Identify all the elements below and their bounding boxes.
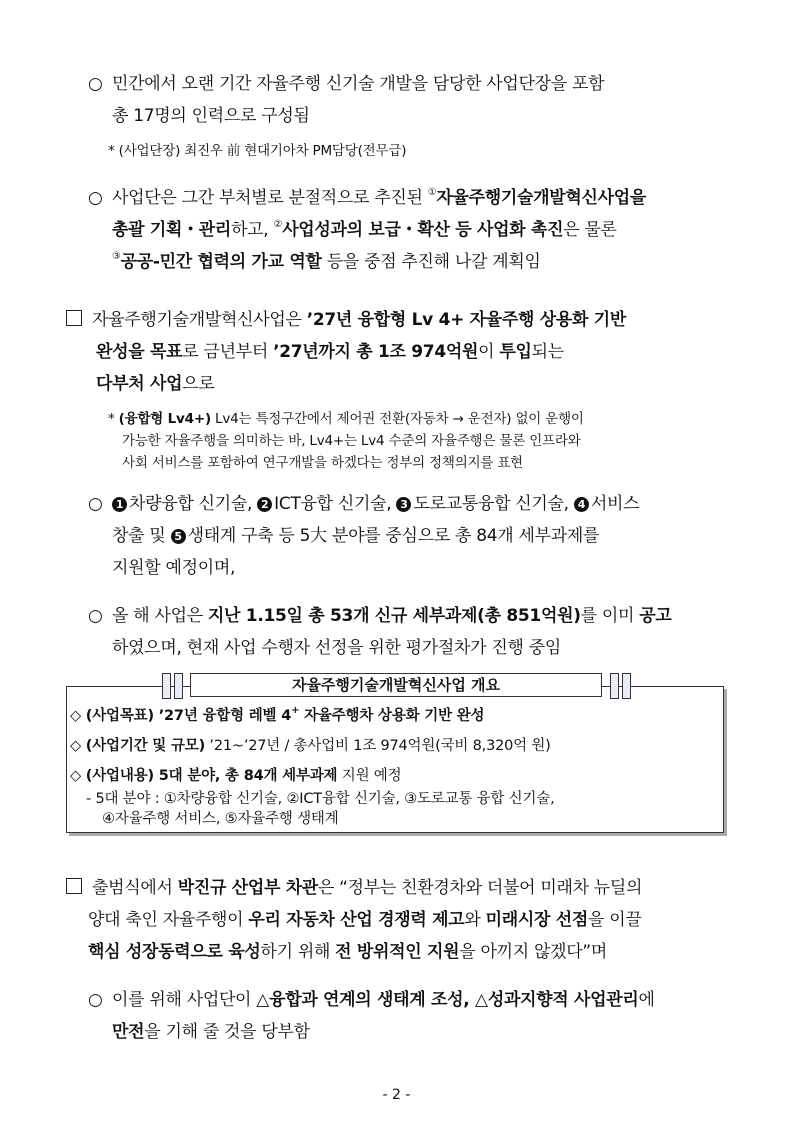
s1-text: 로 금년부터 bbox=[182, 342, 274, 362]
s2-text: 은 “정부는 친환경차와 더불어 미래차 뉴딜의 bbox=[317, 878, 643, 898]
overview-goal-text: ◇ (사업목표) ’27년 융합형 레벨 4 bbox=[70, 708, 292, 724]
s2-text: 출범식에서 bbox=[92, 878, 178, 898]
bullet-marker: ○ bbox=[88, 74, 103, 94]
p4-text: 를 이미 bbox=[580, 606, 640, 626]
decor-bar-icon bbox=[174, 673, 183, 699]
s1-text: 되는 bbox=[531, 342, 564, 362]
paragraph-3-line-1 bbox=[88, 494, 639, 515]
p3-text: 도로교통융합 신기술, bbox=[413, 494, 574, 514]
circled-number-1-icon: 1 bbox=[112, 497, 127, 512]
p3-text: ICT융합 신기술, bbox=[274, 494, 397, 514]
circled-number-4-icon: 4 bbox=[574, 497, 589, 512]
s2-emphasis: 전 방위적인 지원 bbox=[335, 942, 460, 962]
bullet-marker: ○ bbox=[88, 606, 103, 626]
overview-row-content bbox=[70, 766, 401, 786]
section-1-line-2 bbox=[96, 342, 564, 363]
section-1-note-line-3: 사회 서비스를 포함하여 연구개발을 하겠다는 정부의 정책의지를 표현 bbox=[122, 455, 524, 471]
section-1-line-3 bbox=[96, 374, 214, 395]
section-2-line-2 bbox=[88, 910, 641, 931]
paragraph-4-line-2: 하였으며, 현재 사업 수행자 선정을 위한 평가절차가 진행 중임 bbox=[112, 638, 561, 658]
circled-number-5-icon: 5 bbox=[171, 529, 186, 544]
p5-emphasis: △융합과 연계의 생태계 조성, △성과지향적 사업관리 bbox=[256, 990, 639, 1010]
s2-text: 을 아끼지 않겠다”며 bbox=[459, 942, 607, 962]
paragraph-2-line-1 bbox=[88, 188, 646, 209]
p2-emphasis: 공공-민간 협력의 가교 역할 bbox=[120, 252, 322, 272]
p2-text: 하고, bbox=[231, 220, 274, 240]
bullet-marker: ○ bbox=[88, 990, 103, 1010]
paragraph-1-line-2: 총 17명의 인력으로 구성됨 bbox=[112, 106, 310, 126]
s2-emphasis: 박진규 산업부 차관 bbox=[177, 878, 318, 898]
section-1-line-1 bbox=[66, 310, 626, 331]
p2-emphasis: 총괄 기획・관리 bbox=[112, 220, 232, 240]
bullet-marker: ○ bbox=[88, 188, 103, 208]
paragraph-5-line-1 bbox=[88, 990, 655, 1011]
s2-text: 을 이끌 bbox=[587, 910, 642, 930]
p3-text: 생태계 구축 등 5大 분야를 중심으로 총 84개 세부과제를 bbox=[187, 526, 600, 546]
s2-emphasis: 미래시장 선점 bbox=[485, 910, 588, 930]
checkbox-square-icon bbox=[66, 310, 82, 326]
s1-emphasis: 투입 bbox=[499, 342, 532, 362]
p2-emphasis: 자율주행기술개발혁신사업을 bbox=[436, 188, 646, 208]
circled-number: ③ bbox=[112, 251, 121, 262]
p5-text: 에 bbox=[638, 990, 655, 1010]
s2-text: 하기 위해 bbox=[260, 942, 336, 962]
p1-text: 민간에서 오랜 기간 자율주행 신기술 개발을 담당한 사업단장을 포함 bbox=[112, 74, 605, 94]
section-1-note-line-2: 가능한 자율주행을 의미하는 바, Lv4+는 Lv4 수준의 자율주행은 물론 인프라와 bbox=[122, 433, 581, 449]
overview-goal-text: 자율주행차 상용화 기반 완성 bbox=[299, 708, 485, 724]
paragraph-1-line-1 bbox=[88, 74, 604, 95]
p3-text: 창출 및 bbox=[112, 526, 171, 546]
p3-text: 차량융합 신기술, bbox=[129, 494, 258, 514]
checkbox-square-icon bbox=[66, 878, 82, 894]
p4-emphasis: 지난 1.15일 총 53개 신규 세부과제(총 851억원) bbox=[207, 606, 581, 626]
note-text: Lv4는 특정구간에서 제어권 전환(자동차 → 운전자) 없이 운행이 bbox=[210, 411, 584, 427]
s2-emphasis: 핵심 성장동력으로 육성 bbox=[88, 942, 261, 962]
overview-box-header bbox=[94, 673, 654, 699]
p2-text: 은 물론 bbox=[563, 220, 617, 240]
s1-emphasis: ’27년 융합형 Lv 4+ 자율주행 상용화 기반 bbox=[306, 310, 627, 330]
s2-text: 와 bbox=[464, 910, 486, 930]
decor-bar-icon bbox=[162, 673, 171, 699]
paragraph-2-line-3 bbox=[112, 252, 541, 273]
s1-emphasis: 다부처 사업 bbox=[96, 374, 183, 394]
section-2-line-1 bbox=[66, 878, 642, 899]
s2-emphasis: 우리 자동차 산업 경쟁력 제고 bbox=[248, 910, 465, 930]
p3-text: 서비스 bbox=[590, 494, 640, 514]
section-2-line-3 bbox=[88, 942, 607, 963]
s1-text: 으로 bbox=[182, 374, 215, 394]
p2-text: 등을 중점 추진해 나갈 계획임 bbox=[321, 252, 541, 272]
p5-text: 이를 위해 사업단이 bbox=[112, 990, 257, 1010]
overview-row-goal bbox=[70, 706, 484, 726]
decor-bar-icon bbox=[610, 673, 619, 699]
circled-number: ② bbox=[273, 219, 283, 230]
circled-number-2-icon: 2 bbox=[257, 497, 272, 512]
decor-bar-icon bbox=[622, 673, 631, 699]
overview-row-period bbox=[70, 736, 551, 756]
overview-row-areas-1: - 5대 분야 : ①차량융합 신기술, ②ICT융합 신기술, ③도로교통 융합 신기술, bbox=[86, 791, 555, 807]
p4-emphasis: 공고 bbox=[639, 606, 672, 626]
overview-content-text: 지원 예정 bbox=[337, 768, 402, 784]
bullet-marker: ○ bbox=[88, 494, 103, 514]
note-emphasis: (융합형 Lv4+) bbox=[118, 411, 211, 427]
p4-text: 올 해 사업은 bbox=[112, 606, 208, 626]
s1-text: 이 bbox=[478, 342, 500, 362]
paragraph-3-line-2 bbox=[112, 526, 599, 547]
p2-emphasis: 사업성과의 보급・확산 등 사업화 촉진 bbox=[282, 220, 564, 240]
paragraph-1-note: * (사업단장) 최진우 前 현대기아차 PM담당(전무급) bbox=[108, 143, 407, 159]
overview-row-areas-2: ④자율주행 서비스, ⑤자율주행 생태계 bbox=[102, 811, 339, 827]
paragraph-5-line-2 bbox=[112, 1022, 310, 1043]
overview-period-label: ◇ (사업기간 및 규모) bbox=[70, 738, 205, 754]
circled-number: ① bbox=[427, 187, 437, 198]
overview-content-label: ◇ (사업내용) 5대 분야, 총 84개 세부과제 bbox=[70, 768, 338, 784]
s1-emphasis: ’27년까지 총 1조 974억원 bbox=[273, 342, 479, 362]
p2-text: 사업단은 그간 부처별로 분절적으로 추진된 bbox=[112, 188, 428, 208]
s1-text: 자율주행기술개발혁신사업은 bbox=[92, 310, 307, 330]
page-number: - 2 - bbox=[382, 1087, 411, 1103]
overview-period-text: ’21~’27년 / 총사업비 1조 974억원(국비 8,320억 원) bbox=[205, 738, 551, 754]
paragraph-2-line-2 bbox=[112, 220, 617, 241]
s2-text: 양대 축인 자율주행이 bbox=[88, 910, 249, 930]
circled-number-3-icon: 3 bbox=[396, 497, 411, 512]
note-mark: * bbox=[108, 411, 119, 427]
p5-text: 을 기해 줄 것을 당부함 bbox=[144, 1022, 310, 1042]
overview-box-title: 자율주행기술개발혁신사업 개요 bbox=[190, 673, 602, 697]
p5-emphasis: 만전 bbox=[112, 1022, 145, 1042]
paragraph-3-line-3: 지원할 예정이며, bbox=[112, 558, 236, 578]
paragraph-4-line-1 bbox=[88, 606, 672, 627]
section-1-note-line-1 bbox=[108, 410, 584, 428]
superscript-plus: + bbox=[291, 705, 300, 716]
s1-emphasis: 완성을 목표 bbox=[96, 342, 183, 362]
